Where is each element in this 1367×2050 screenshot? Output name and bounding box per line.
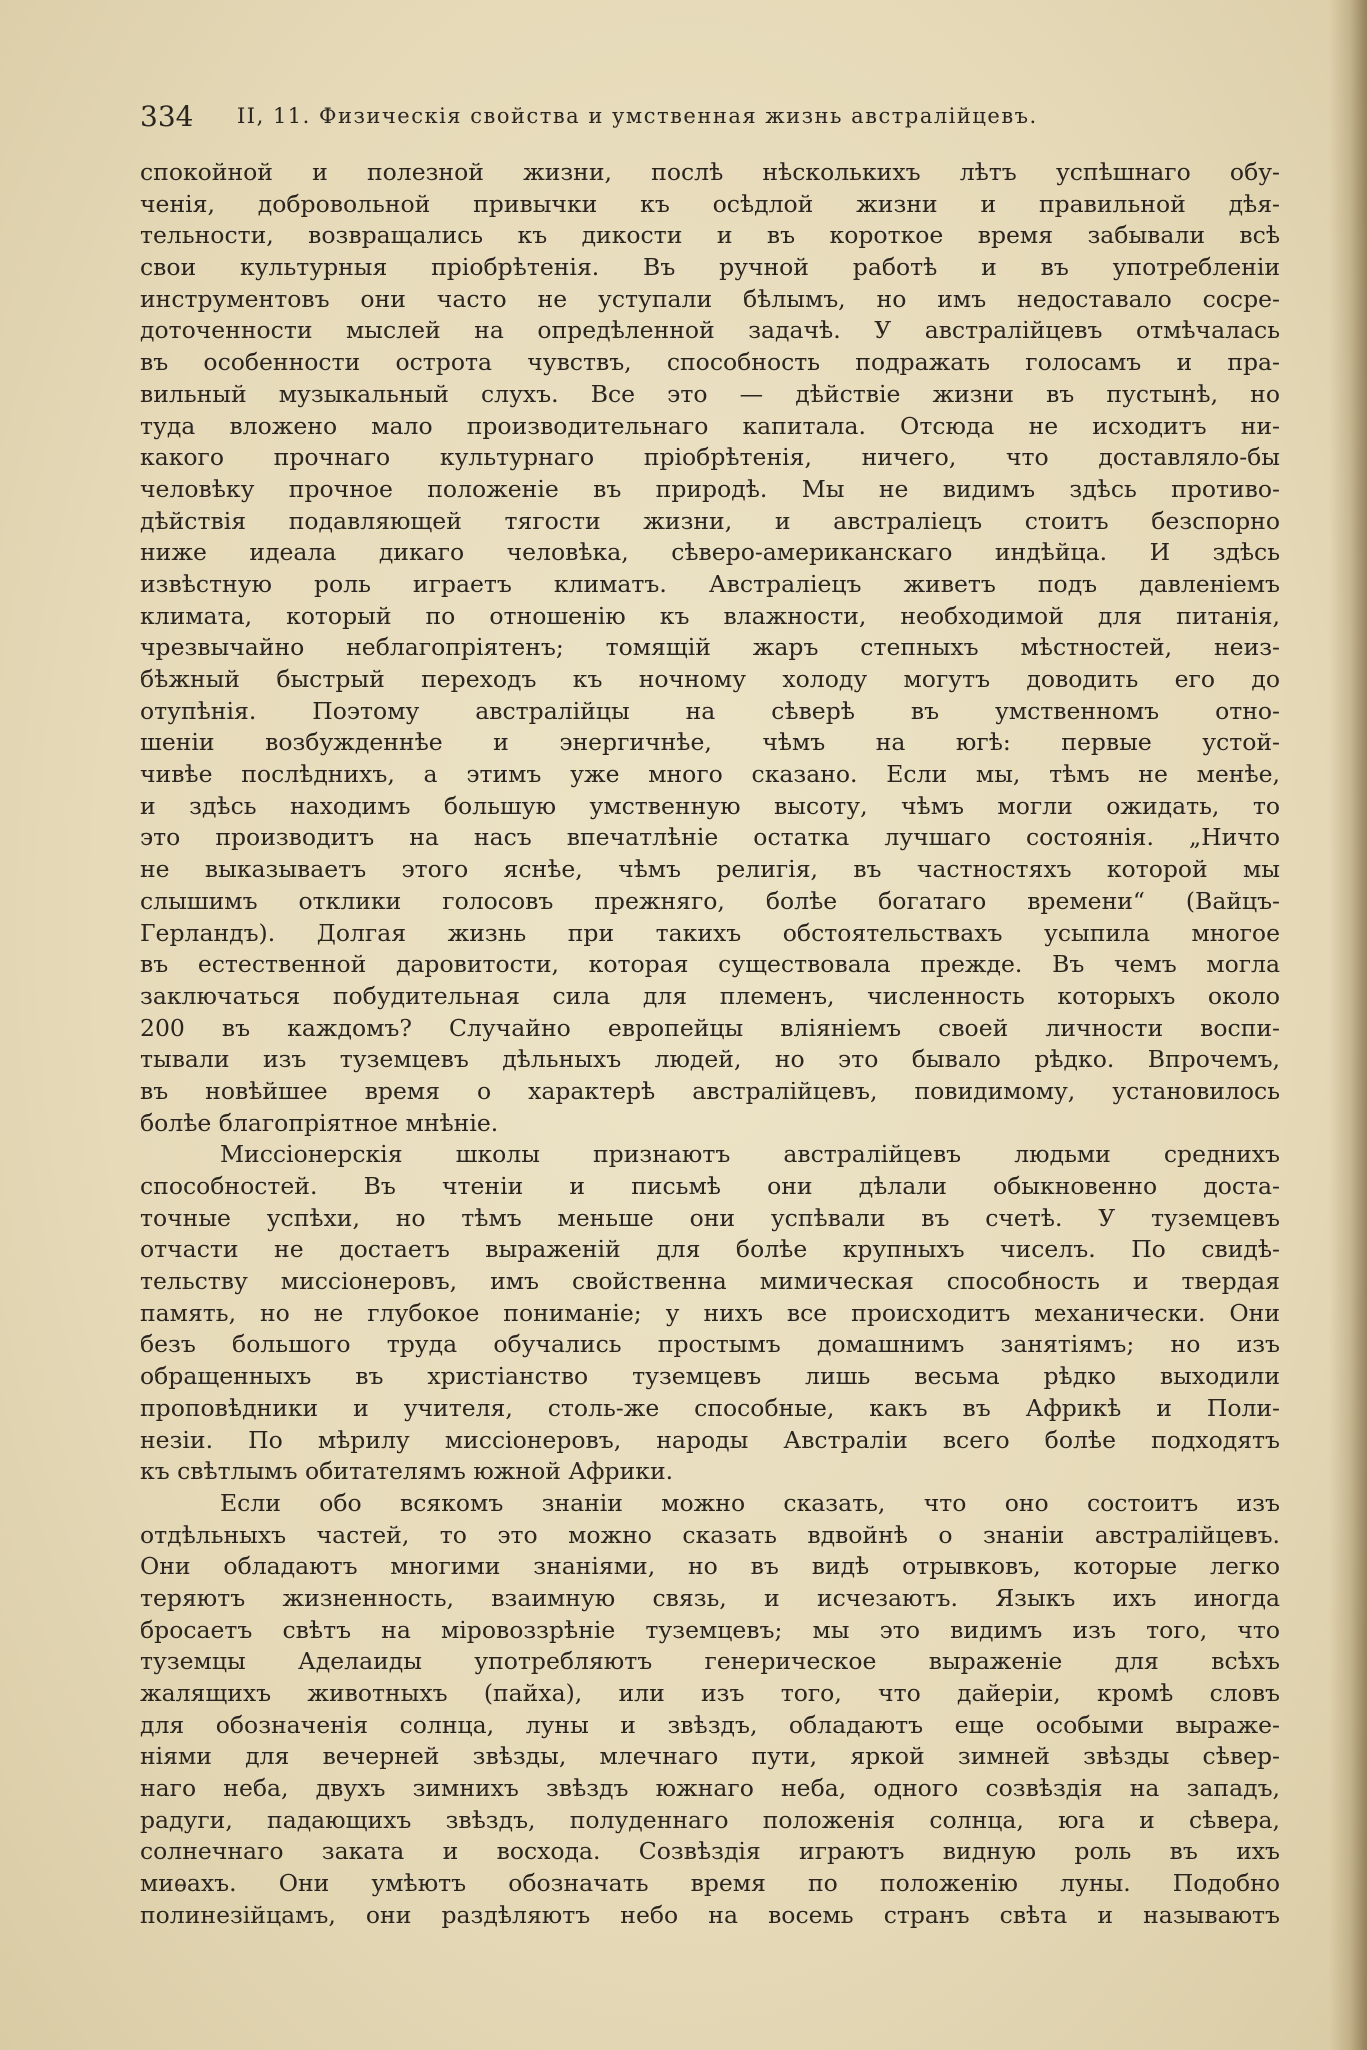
text-line: доточенности мыслей на опредѣленной задачѣ. У австралійцевъ отмѣчалась [140,316,1280,345]
body-text [140,157,1280,1932]
text-line: миѳахъ. Они умѣютъ обозначать время по положенію луны. Подобно [140,1869,1280,1898]
text-line: и здѣсь находимъ большую умственную высоту, чѣмъ могли ожидать, то [140,791,1280,820]
text-line: инструментовъ они часто не уступали бѣлымъ, но имъ недоставало сосре- [140,284,1280,313]
text-line: точные успѣхи, но тѣмъ меньше они успѣвали въ счетѣ. У туземцевъ [140,1203,1280,1232]
text-line: чрезвычайно неблагопріятенъ; томящій жаръ степныхъ мѣстностей, неиз- [140,633,1280,662]
text-line: незіи. По мѣрилу миссіонеровъ, народы Австраліи всего болѣе подходятъ [140,1425,1280,1454]
text-line: отчасти не достаетъ выраженій для болѣе крупныхъ чиселъ. По свидѣ- [140,1235,1280,1264]
text-line: заключаться побудительная сила для племенъ, численность которыхъ около [140,981,1280,1010]
text-line: Они обладаютъ многими знаніями, но въ видѣ отрывковъ, которые легко [140,1552,1280,1581]
text-line: чивѣе послѣднихъ, а этимъ уже много сказано. Если мы, тѣмъ не менѣе, [140,760,1280,789]
text-line: радуги, падающихъ звѣздъ, полуденнаго положенія солнца, юга и сѣвера, [140,1805,1280,1834]
text-line: обращенныхъ въ христіанство туземцевъ лишь весьма рѣдко выходили [140,1362,1280,1391]
text-line: тывали изъ туземцевъ дѣльныхъ людей, но это бывало рѣдко. Впрочемъ, [140,1045,1280,1074]
page-header [140,100,1280,140]
text-line: спокойной и полезной жизни, послѣ нѣсколькихъ лѣтъ успѣшнаго обу- [140,158,1280,186]
text-line: жалящихъ животныхъ (пайха), или изъ того, что дайеріи, кромѣ словъ [140,1679,1280,1707]
text-line: ченія, добровольной привычки къ осѣдлой жизни и правильной дѣя- [140,189,1280,218]
text-line: слышимъ отклики голосовъ прежняго, болѣе богатаго времени“ (Вайцъ- [140,886,1280,915]
text-line: болѣе благопріятное мнѣніе. [140,1108,499,1137]
text-line: не выказываетъ этого яснѣе, чѣмъ религія, въ частностяхъ которой мы [140,855,1280,884]
text-line: туземцы Аделаиды употребляютъ генерическое выраженіе для всѣхъ [140,1647,1280,1676]
text-line: теряютъ жизненность, взаимную связь, и исчезаютъ. Языкъ ихъ иногда [140,1583,1280,1612]
text-line: въ особенности острота чувствъ, способность подражать голосамъ и пра- [140,348,1280,377]
text-line: тельству миссіонеровъ, имъ свойственна мимическая способность и твердая [140,1267,1280,1296]
text-line: вильный музыкальный слухъ. Все это — дѣйствіе жизни въ пустынѣ, но [140,379,1280,408]
text-line: ниже идеала дикаго человѣка, сѣверо-американскаго индѣйца. И здѣсь [140,538,1280,567]
text-line: бросаетъ свѣтъ на міровоззрѣніе туземцевъ; мы это видимъ изъ того, что [140,1615,1280,1644]
text-line: въ новѣйшее время о характерѣ австралійцевъ, повидимому, установилось [140,1076,1280,1105]
text-line: это производитъ на насъ впечатлѣніе остатка лучшаго состоянія. „Ничто [140,823,1280,852]
text-line: Если обо всякомъ знаніи можно сказать, что оно состоитъ изъ [220,1488,1280,1517]
text-line: проповѣдники и учителя, столь-же способные, какъ въ Африкѣ и Поли- [140,1393,1280,1422]
text-line: Герландъ). Долгая жизнь при такихъ обстоятельствахъ усыпила многое [140,918,1280,947]
text-line: память, но не глубокое пониманіе; у нихъ все происходитъ механически. Они [140,1298,1280,1327]
page-spine-shadow [1329,0,1367,2050]
text-line: свои культурныя пріобрѣтенія. Въ ручной работѣ и въ употребленіи [140,253,1280,282]
text-line: извѣстную роль играетъ климатъ. Австраліецъ живетъ подъ давленіемъ [140,569,1280,598]
text-line: въ естественной даровитости, которая существовала прежде. Въ чемъ могла [140,950,1280,979]
text-line: бѣжный быстрый переходъ къ ночному холоду могутъ доводить его до [140,665,1280,693]
text-line: климата, который по отношенію къ влажности, необходимой для питанія, [140,601,1280,630]
text-line: дѣйствія подавляющей тягости жизни, и австраліецъ стоитъ безспорно [140,506,1280,535]
page-number: 334 [140,100,194,133]
text-line: какого прочнаго культурнаго пріобрѣтенія, ничего, что доставляло-бы [140,443,1280,472]
text-line: безъ большого труда обучались простымъ домашнимъ занятіямъ; но изъ [140,1330,1280,1359]
text-line: человѣку прочное положеніе въ природѣ. Мы не видимъ здѣсь противо- [140,474,1280,503]
text-line: способностей. Въ чтеніи и письмѣ они дѣлали обыкновенно доста- [140,1172,1280,1200]
text-line: солнечнаго заката и восхода. Созвѣздія играютъ видную роль въ ихъ [140,1837,1280,1866]
text-line: къ свѣтлымъ обитателямъ южной Африки. [140,1457,674,1486]
text-line: туда вложено мало производительнаго капитала. Отсюда не исходитъ ни- [140,411,1280,440]
text-line: Миссіонерскія школы признаютъ австралійцевъ людьми среднихъ [220,1140,1280,1169]
text-line: для обозначенія солнца, луны и звѣздъ, обладаютъ еще особыми выраже- [140,1710,1280,1739]
text-line: 200 въ каждомъ? Случайно европейцы вліяніемъ своей личности воспи- [140,1013,1280,1042]
text-line: шеніи возбужденнѣе и энергичнѣе, чѣмъ на югѣ: первые устой- [140,728,1280,757]
running-title: II, 11. Физическія свойства и умственная жизнь австралійцевъ. [237,104,1038,128]
text-line: полинезійцамъ, они раздѣляютъ небо на восемь странъ свѣта и называютъ [140,1900,1280,1929]
text-line: отдѣльныхъ частей, то это можно сказать вдвойнѣ о знаніи австралійцевъ. [140,1520,1280,1549]
text-line: ніями для вечерней звѣзды, млечнаго пути, яркой зимней звѣзды сѣвер- [140,1742,1280,1771]
text-line: тельности, возвращались къ дикости и въ короткое время забывали всѣ [140,221,1280,250]
text-line: отупѣнія. Поэтому австралійцы на сѣверѣ въ умственномъ отно- [140,696,1280,725]
text-line: наго неба, двухъ зимнихъ звѣздъ южнаго неба, одного созвѣздія на западъ, [140,1774,1280,1803]
